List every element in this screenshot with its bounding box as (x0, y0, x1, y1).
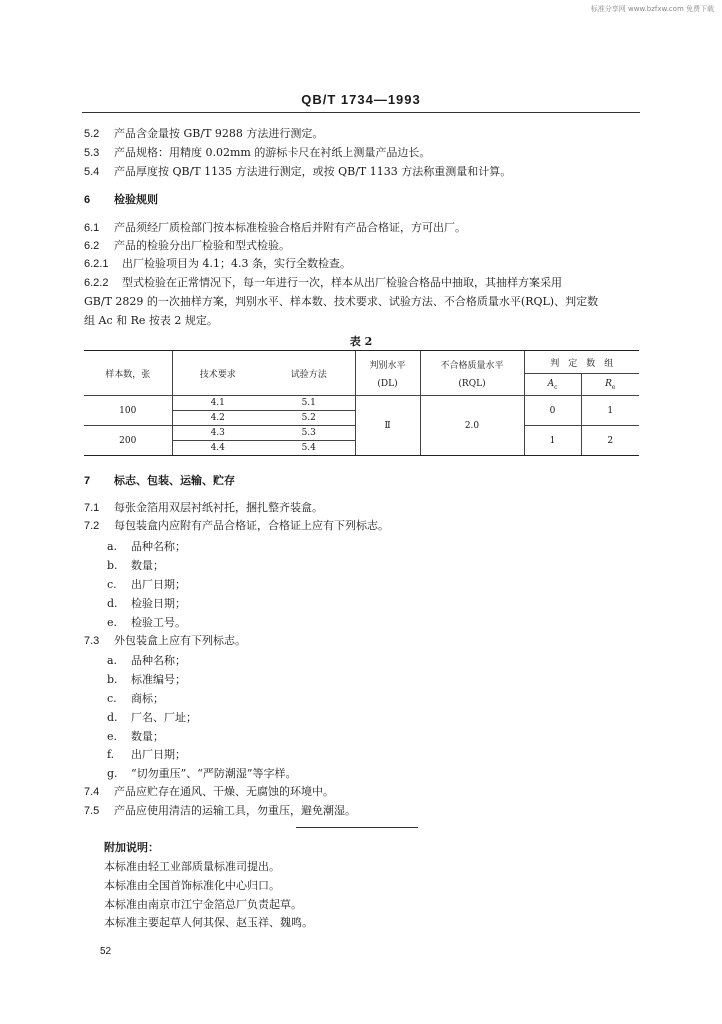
clause-number: 7.1 (84, 502, 100, 514)
appendix-line: 本标准主要起草人何其保、赵玉祥、魏鸣。 (104, 916, 313, 929)
list-marker: b. (107, 559, 118, 572)
clause-number: 6.2.2 (84, 277, 109, 289)
list-text: 数量； (131, 730, 164, 743)
header-rule (82, 112, 640, 113)
list-marker: a. (107, 654, 118, 667)
list-text: 数量； (131, 559, 164, 572)
list-marker: g. (107, 767, 118, 780)
re-value-100: 1 (581, 396, 639, 426)
list-text: 厂名、厂址； (131, 711, 197, 724)
list-text: “切勿重压”、“严防潮湿”等字样。 (131, 767, 297, 780)
requirement-cell: 4.1 (172, 396, 263, 411)
header-re (581, 374, 639, 396)
header-discrimination-level (355, 351, 420, 396)
list-marker: c. (107, 692, 117, 705)
clause-text: 产品应贮存在通风、干燥、无腐蚀的环境中。 (114, 785, 334, 798)
clause-number: 7.5 (84, 805, 100, 817)
list-item (107, 559, 164, 573)
clause-6-2 (84, 239, 290, 253)
list-item (107, 616, 186, 630)
clause-number: 7.2 (84, 520, 100, 532)
re-value-200: 2 (581, 426, 639, 456)
header-dl-line1: 判别水平 (369, 360, 406, 371)
discrimination-level-value: Ⅱ (355, 396, 420, 456)
header-rql-line1: 不合格质量水平 (440, 360, 504, 371)
clause-text: 每包装盒内应附有产品合格证，合格证上应有下列标志。 (114, 519, 389, 532)
clause-text: 产品规格：用精度 0.02mm 的游标卡尺在衬纸上测量产品边长。 (114, 146, 431, 159)
clause-text: 外包装盒上应有下列标志。 (114, 634, 246, 647)
list-marker: d. (107, 711, 118, 724)
watermark-text: 标准分享网 www.bzfxw.com 免费下载 (590, 5, 714, 13)
list-text: 商标； (131, 692, 164, 705)
list-text: 标准编号； (131, 673, 186, 686)
appendix-rule (296, 827, 418, 828)
list-item (107, 730, 164, 744)
appendix-line: 本标准由轻工业部质量标准司提出。 (104, 860, 280, 873)
section-title: 标志、包装、运输、贮存 (114, 474, 235, 487)
header-test-method: 试验方法 (263, 351, 355, 396)
section-6-heading (84, 193, 158, 207)
appendix-line: 本标准由南京市江宁金箔总厂负责起草。 (104, 898, 302, 911)
appendix-title: 附加说明： (104, 841, 159, 854)
section-number: 7 (84, 475, 91, 487)
ac-value-100: 0 (524, 396, 581, 426)
ac-subscript: c (554, 383, 558, 391)
clause-5-4 (84, 165, 511, 179)
clause-5-3 (84, 146, 430, 160)
list-marker: e. (107, 730, 118, 743)
list-item (107, 654, 186, 668)
list-item (107, 748, 186, 762)
list-text: 检验日期； (131, 597, 186, 610)
header-judgment-array: 判 定 数 组 (524, 351, 639, 374)
clause-7-3 (84, 634, 246, 648)
clause-text: 型式检验在正常情况下，每一年进行一次，样本从出厂检验合格品中抽取，其抽样方案采用 (122, 276, 562, 289)
list-marker: a. (107, 540, 118, 553)
list-text: 品种名称； (131, 540, 186, 553)
section-7-heading (84, 474, 235, 488)
clause-number: 5.2 (84, 128, 100, 140)
list-item (107, 692, 164, 706)
clause-text: 产品须经厂质检部门按本标准检验合格后并附有产品合格证，方可出厂。 (114, 221, 466, 234)
sample-size-200: 200 (84, 426, 172, 456)
sample-size-100: 100 (84, 396, 172, 426)
clause-7-1 (84, 501, 323, 515)
standard-code-header: QB/T 1734—1993 (301, 92, 421, 107)
clause-6-2-2-line2: GB/T 2829 的一次抽样方案，判别水平、样本数、技术要求、试验方法、不合格质量水平(RQL)、判定数 (84, 295, 599, 308)
requirement-cell: 4.4 (172, 441, 263, 456)
method-cell: 5.3 (263, 426, 355, 441)
clause-text: 产品厚度按 QB/T 1135 方法进行测定，或按 QB/T 1133 方法称重测量和计算。 (114, 165, 512, 178)
list-item (107, 711, 197, 725)
method-cell: 5.4 (263, 441, 355, 456)
appendix-line: 本标准由全国首饰标准化中心归口。 (104, 879, 280, 892)
clause-number: 6.1 (84, 222, 100, 234)
page-number: 52 (100, 946, 112, 957)
header-rql (420, 351, 524, 396)
list-text: 检验工号。 (131, 616, 186, 629)
list-item (107, 540, 186, 554)
list-item (107, 597, 186, 611)
clause-7-2 (84, 519, 389, 533)
header-dl-line2: (DL) (377, 378, 398, 389)
table-title: 表 2 (349, 335, 373, 348)
list-text: 出厂日期； (131, 748, 186, 761)
re-subscript: e (611, 383, 616, 391)
section-number: 6 (84, 194, 91, 206)
list-marker: b. (107, 673, 118, 686)
clause-text: 出厂检验项目为 4.1；4.3 条，实行全数检查。 (122, 257, 351, 270)
clause-number: 7.4 (84, 786, 100, 798)
section-title: 检验规则 (114, 193, 158, 206)
clause-number: 6.2 (84, 240, 100, 252)
header-sample-size: 样本数，张 (84, 351, 172, 396)
list-marker: c. (107, 578, 117, 591)
sampling-table (84, 350, 639, 456)
list-item (107, 578, 186, 592)
clause-number: 7.3 (84, 635, 100, 647)
header-ac (524, 374, 581, 396)
list-marker: e. (107, 616, 118, 629)
ac-value-200: 1 (524, 426, 581, 456)
clause-number: 6.2.1 (84, 258, 109, 270)
ac-symbol: A (547, 378, 555, 389)
clause-6-2-2-line3: 组 Ac 和 Re 按表 2 规定。 (84, 314, 218, 327)
list-item (107, 767, 297, 781)
clause-text: 产品含金量按 GB/T 9288 方法进行测定。 (114, 127, 324, 140)
clause-text: 产品应使用清洁的运输工具，勿重压，避免潮湿。 (114, 804, 356, 817)
list-marker: f. (107, 748, 115, 761)
list-marker: d. (107, 597, 118, 610)
clause-6-1 (84, 221, 466, 235)
method-cell: 5.1 (263, 396, 355, 411)
clause-7-5 (84, 804, 356, 818)
method-cell: 5.2 (263, 411, 355, 426)
clause-6-2-1 (84, 257, 351, 271)
list-item (107, 673, 186, 687)
clause-number: 5.3 (84, 147, 100, 159)
clause-text: 产品的检验分出厂检验和型式检验。 (114, 239, 290, 252)
clause-5-2 (84, 127, 323, 141)
header-technical-requirement: 技术要求 (172, 351, 263, 396)
requirement-cell: 4.2 (172, 411, 263, 426)
clause-number: 5.4 (84, 166, 100, 178)
clause-7-4 (84, 785, 334, 799)
list-text: 品种名称； (131, 654, 186, 667)
clause-text: 每张金箔用双层衬纸衬托，捆扎整齐装盒。 (114, 501, 323, 514)
requirement-cell: 4.3 (172, 426, 263, 441)
list-text: 出厂日期； (131, 578, 186, 591)
clause-6-2-2 (84, 276, 562, 290)
header-rql-line2: (RQL) (458, 378, 486, 389)
re-symbol: R (605, 378, 612, 389)
rql-value: 2.0 (420, 396, 524, 456)
